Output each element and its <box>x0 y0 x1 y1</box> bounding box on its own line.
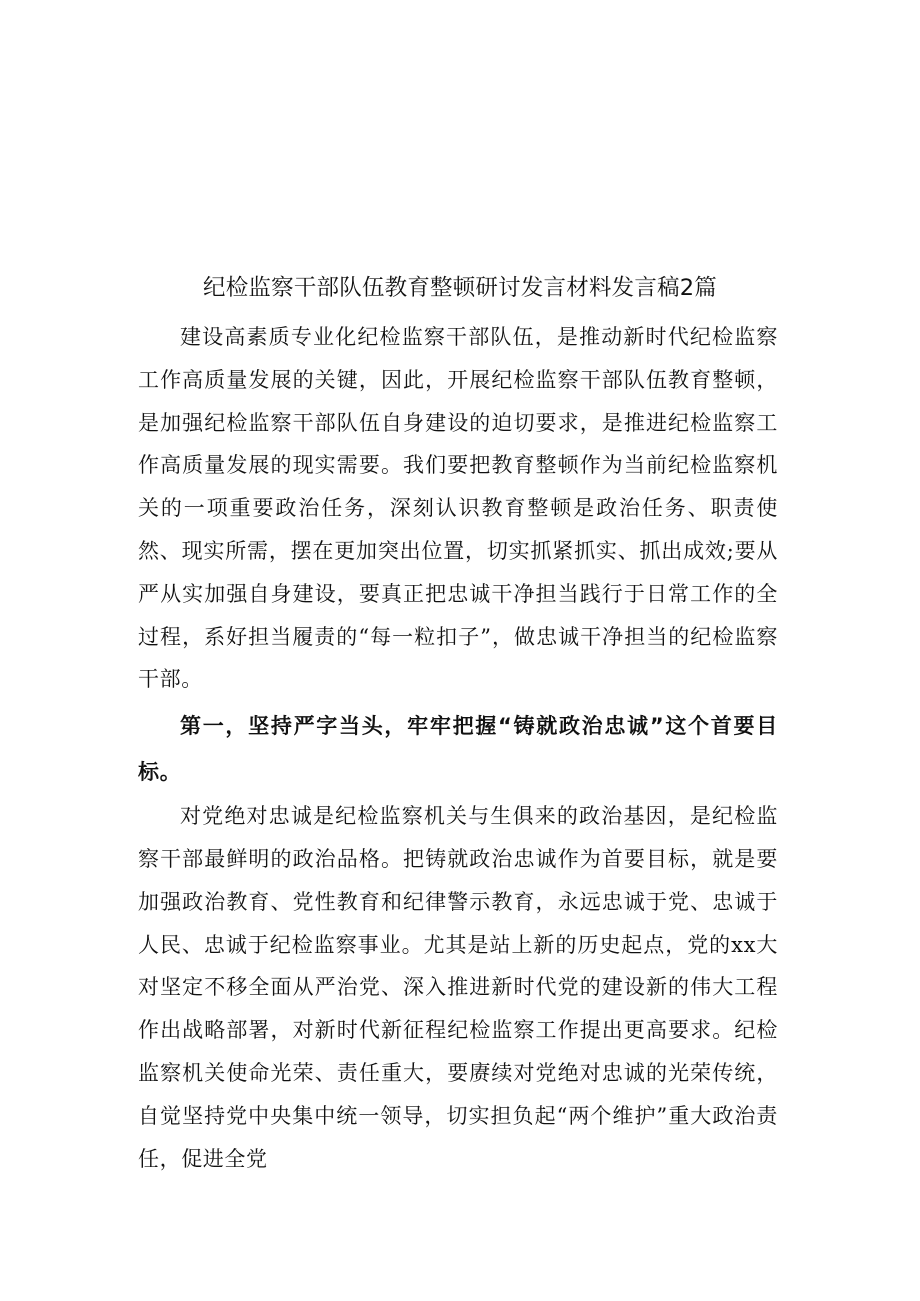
document-title: 纪检监察干部队伍教育整顿研讨发言材料发言稿2篇 <box>203 275 717 301</box>
document-body <box>138 316 778 1180</box>
paragraph-intro: 建设高素质专业化纪检监察干部队伍，是推动新时代纪检监察工作高质量发展的关键，因此，开展纪检监察干部队伍教育整顿，是加强纪检监察干部队伍自身建设的迫切要求，是推进纪检监察工作高质量发展的现实需要。我们要把教育整顿作为当前纪检监察机关的一项重要政治任务，深刻认识教育整顿是政治任务、职责使然、现实所需，摆在更加突出位置，切实抓紧抓实、抓出成效;要从严从实加强自身建设，要真正把忠诚干净担当践行于日常工作的全过程，系好担当履责的“每一粒扣子”，做忠诚干净担当的纪检监察干部。 <box>138 325 778 692</box>
section-heading-first: 第一，坚持严字当头，牢牢把握“铸就政治忠诚”这个首要目标。 <box>138 714 778 785</box>
paragraph-loyalty: 对党绝对忠诚是纪检监察机关与生俱来的政治基因，是纪检监察干部最鲜明的政治品格。把铸就政治忠诚作为首要目标，就是要加强政治教育、党性教育和纪律警示教育，永远忠诚于党、忠诚于人民、忠诚于纪检监察事业。尤其是站上新的历史起点，党的xx大对坚定不移全面从严治党、深入推进新时代党的建设新的伟大工程作出战略部署，对新时代新征程纪检监察工作提出更高要求。纪检监察机关使命光荣、责任重大，要赓续对党绝对忠诚的光荣传统，自觉坚持党中央集中统一领导，切实担负起“两个维护”重大政治责任，促进全党 <box>138 804 778 1171</box>
